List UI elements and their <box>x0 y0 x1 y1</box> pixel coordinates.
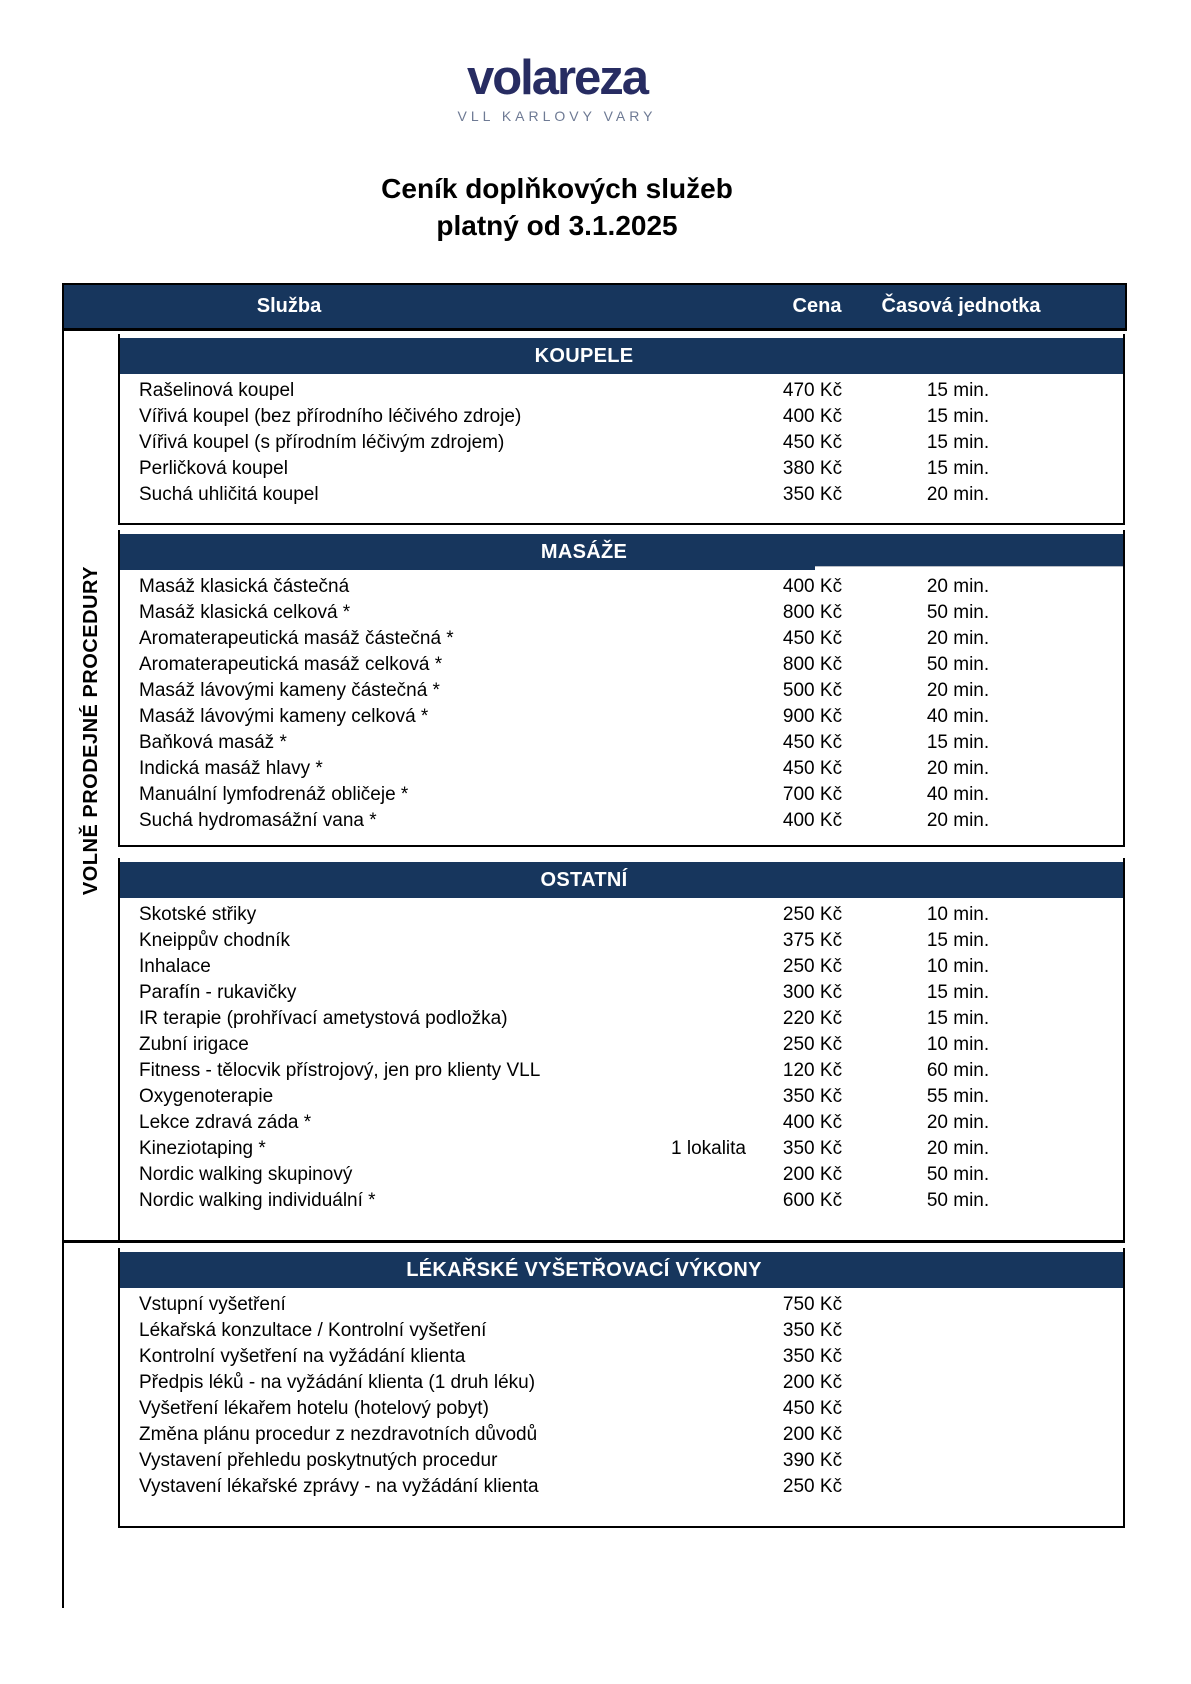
service-name: IR terapie (prohřívací ametystová podložka) <box>139 1008 508 1029</box>
service-price: 250 Kč <box>782 904 843 925</box>
service-price: 380 Kč <box>782 458 843 479</box>
service-name: Fitness - tělocvik přístrojový, jen pro klienty VLL <box>139 1060 541 1081</box>
table-row <box>120 1136 1123 1162</box>
table-row <box>120 404 1123 430</box>
service-price: 450 Kč <box>782 432 843 453</box>
side-empty-cell <box>62 1243 118 1608</box>
section-rows <box>120 1292 1123 1500</box>
service-price: 450 Kč <box>782 758 843 779</box>
table-row <box>120 600 1123 626</box>
service-name: Oxygenoterapie <box>139 1086 274 1107</box>
row-spacer <box>1037 1162 1123 1188</box>
service-time: 15 min. <box>926 1008 990 1029</box>
service-note <box>658 678 746 704</box>
row-spacer <box>1037 928 1123 954</box>
service-time <box>879 1474 1037 1500</box>
service-time: 40 min. <box>926 784 990 805</box>
service-name: Aromaterapeutická masáž částečná * <box>139 628 454 649</box>
service-note <box>658 574 746 600</box>
row-spacer <box>1037 456 1123 482</box>
table-row <box>120 1006 1123 1032</box>
service-time <box>879 1370 1037 1396</box>
row-spacer <box>1037 600 1123 626</box>
service-name: Suchá hydromasážní vana * <box>139 810 377 831</box>
row-spacer <box>1037 1448 1123 1474</box>
row-spacer <box>1037 902 1123 928</box>
service-name: Kineziotaping * <box>139 1138 266 1159</box>
service-name: Kneippův chodník <box>139 930 291 951</box>
service-note <box>658 704 746 730</box>
service-price: 450 Kč <box>782 628 843 649</box>
service-price: 350 Kč <box>782 1346 843 1367</box>
print-artifact-notch <box>815 566 1123 570</box>
table-row <box>120 808 1123 834</box>
service-price: 450 Kč <box>782 732 843 753</box>
service-note <box>658 1058 746 1084</box>
service-name: Manuální lymfodrenáž obličeje * <box>139 784 409 805</box>
row-spacer <box>1037 1318 1123 1344</box>
service-note: 1 lokalita <box>671 1138 746 1159</box>
service-name: Vyšetření lékařem hotelu (hotelový pobyt) <box>139 1398 489 1419</box>
table-row <box>120 730 1123 756</box>
document-title <box>0 170 1114 244</box>
service-name: Změna plánu procedur z nezdravotních důvodů <box>139 1424 538 1445</box>
service-note <box>658 1474 746 1500</box>
section-title-bar: LÉKAŘSKÉ VYŠETŘOVACÍ VÝKONY <box>120 1252 1123 1288</box>
table-row <box>120 652 1123 678</box>
service-name: Vystavení lékařské zprávy - na vyžádání klienta <box>139 1476 539 1497</box>
header-price: Cena <box>792 295 842 317</box>
service-name: Vířivá koupel (bez přírodního léčivého zdroje) <box>139 406 522 427</box>
service-time: 40 min. <box>926 706 990 727</box>
service-price: 400 Kč <box>782 406 843 427</box>
service-note <box>658 1006 746 1032</box>
row-spacer <box>1037 1136 1123 1162</box>
service-name: Vířivá koupel (s přírodním léčivým zdrojem) <box>139 432 505 453</box>
service-note <box>658 1396 746 1422</box>
row-spacer <box>1037 1110 1123 1136</box>
service-time: 15 min. <box>926 930 990 951</box>
service-price: 470 Kč <box>782 380 843 401</box>
logo <box>0 52 1114 124</box>
service-time: 20 min. <box>926 1112 990 1133</box>
table-row <box>120 1396 1123 1422</box>
service-note <box>658 1422 746 1448</box>
service-price: 250 Kč <box>782 1476 843 1497</box>
service-name: Suchá uhličitá koupel <box>139 484 319 505</box>
row-spacer <box>1037 756 1123 782</box>
row-spacer <box>1037 1032 1123 1058</box>
table-row <box>120 430 1123 456</box>
row-spacer <box>1037 730 1123 756</box>
service-name: Perličková koupel <box>139 458 288 479</box>
service-time: 60 min. <box>926 1060 990 1081</box>
table-row <box>120 1474 1123 1500</box>
table-row <box>120 1344 1123 1370</box>
service-time: 20 min. <box>926 680 990 701</box>
table-row <box>120 1058 1123 1084</box>
service-time: 10 min. <box>926 956 990 977</box>
table-row <box>120 1188 1123 1214</box>
service-price: 600 Kč <box>782 1190 843 1211</box>
price-table <box>62 283 1127 1608</box>
service-note <box>658 1162 746 1188</box>
service-note <box>658 1188 746 1214</box>
table-row <box>120 902 1123 928</box>
service-time: 55 min. <box>926 1086 990 1107</box>
service-time: 20 min. <box>926 758 990 779</box>
service-name: Lékařská konzultace / Kontrolní vyšetření <box>139 1320 487 1341</box>
section-koupele <box>118 334 1125 525</box>
service-note <box>658 600 746 626</box>
service-time: 15 min. <box>926 406 990 427</box>
service-time: 15 min. <box>926 732 990 753</box>
service-price: 120 Kč <box>782 1060 843 1081</box>
service-price: 800 Kč <box>782 602 843 623</box>
service-name: Zubní irigace <box>139 1034 249 1055</box>
service-note <box>658 430 746 456</box>
row-spacer <box>1037 808 1123 834</box>
logo-brand-text: volareza <box>466 51 648 105</box>
row-spacer <box>1037 954 1123 980</box>
service-time: 50 min. <box>926 1164 990 1185</box>
row-spacer <box>1037 782 1123 808</box>
row-spacer <box>1037 678 1123 704</box>
service-time <box>879 1422 1037 1448</box>
service-note <box>658 730 746 756</box>
service-name: Nordic walking skupinový <box>139 1164 353 1185</box>
section-rows <box>120 574 1123 834</box>
service-name: Nordic walking individuální * <box>139 1190 376 1211</box>
service-time: 50 min. <box>926 602 990 623</box>
table-row <box>120 1032 1123 1058</box>
service-name: Rašelinová koupel <box>139 380 295 401</box>
service-note <box>658 782 746 808</box>
service-name: Masáž klasická celková * <box>139 602 351 623</box>
service-price: 400 Kč <box>782 576 843 597</box>
service-name: Masáž lávovými kameny celková * <box>139 706 429 727</box>
service-note <box>658 482 746 508</box>
section-title-bar: OSTATNÍ <box>120 862 1123 898</box>
table-row <box>120 1162 1123 1188</box>
document-title-line1: Ceník doplňkových služeb <box>381 173 733 204</box>
header-time: Časová jednotka <box>881 295 1041 317</box>
service-name: Vstupní vyšetření <box>139 1294 286 1315</box>
service-time: 20 min. <box>926 484 990 505</box>
service-note <box>658 1084 746 1110</box>
row-spacer <box>1037 1396 1123 1422</box>
row-spacer <box>1037 626 1123 652</box>
row-spacer <box>1037 482 1123 508</box>
service-price: 500 Kč <box>782 680 843 701</box>
service-time: 15 min. <box>926 982 990 1003</box>
service-price: 350 Kč <box>782 1320 843 1341</box>
service-time: 20 min. <box>926 628 990 649</box>
service-price: 350 Kč <box>782 484 843 505</box>
row-spacer <box>1037 378 1123 404</box>
row-spacer <box>1037 1006 1123 1032</box>
service-note <box>658 626 746 652</box>
service-name: Masáž klasická částečná <box>139 576 350 597</box>
side-category-cell <box>62 331 118 1243</box>
service-price: 375 Kč <box>782 930 843 951</box>
row-spacer <box>1037 652 1123 678</box>
section-rows <box>120 902 1123 1214</box>
service-note <box>658 902 746 928</box>
service-price: 400 Kč <box>782 810 843 831</box>
service-price: 800 Kč <box>782 654 843 675</box>
service-note <box>658 928 746 954</box>
section-title-bar: MASÁŽE <box>120 534 1123 570</box>
logo-subtitle: VLL KARLOVY VARY <box>457 108 657 124</box>
service-note <box>658 1292 746 1318</box>
service-name: Předpis léků - na vyžádání klienta (1 druh léku) <box>139 1372 536 1393</box>
row-spacer <box>1037 1422 1123 1448</box>
service-price: 350 Kč <box>782 1138 843 1159</box>
service-note <box>658 980 746 1006</box>
service-time <box>879 1344 1037 1370</box>
row-spacer <box>1037 1370 1123 1396</box>
row-spacer <box>1037 1084 1123 1110</box>
service-time: 20 min. <box>926 1138 990 1159</box>
service-time: 15 min. <box>926 380 990 401</box>
service-price: 200 Kč <box>782 1164 843 1185</box>
service-note <box>658 1448 746 1474</box>
section-masaze <box>118 530 1125 847</box>
table-row <box>120 954 1123 980</box>
service-note <box>658 1110 746 1136</box>
service-time <box>879 1396 1037 1422</box>
service-time: 10 min. <box>926 1034 990 1055</box>
row-spacer <box>1037 980 1123 1006</box>
service-note <box>658 808 746 834</box>
service-price: 220 Kč <box>782 1008 843 1029</box>
service-price: 390 Kč <box>782 1450 843 1471</box>
section-title-bar: KOUPELE <box>120 338 1123 374</box>
section-ostatni <box>118 858 1125 1243</box>
table-row <box>120 1110 1123 1136</box>
service-time: 10 min. <box>926 904 990 925</box>
service-name: Vystavení přehledu poskytnutých procedur <box>139 1450 498 1471</box>
row-spacer <box>1037 1292 1123 1318</box>
service-note <box>658 1318 746 1344</box>
service-price: 450 Kč <box>782 1398 843 1419</box>
document-title-line2: platný od 3.1.2025 <box>436 210 678 241</box>
service-note <box>658 404 746 430</box>
row-spacer <box>1037 404 1123 430</box>
service-note <box>658 456 746 482</box>
service-price: 400 Kč <box>782 1112 843 1133</box>
service-price: 250 Kč <box>782 1034 843 1055</box>
table-row <box>120 678 1123 704</box>
service-note <box>658 1032 746 1058</box>
section-rows <box>120 378 1123 508</box>
table-row <box>120 704 1123 730</box>
service-name: Skotské střiky <box>139 904 257 925</box>
service-time: 20 min. <box>926 810 990 831</box>
table-row <box>120 482 1123 508</box>
service-time <box>879 1318 1037 1344</box>
service-time <box>879 1292 1037 1318</box>
table-row <box>120 782 1123 808</box>
service-note <box>658 378 746 404</box>
table-row <box>120 626 1123 652</box>
service-price: 750 Kč <box>782 1294 843 1315</box>
row-spacer <box>1037 574 1123 600</box>
row-spacer <box>1037 1474 1123 1500</box>
table-row <box>120 1084 1123 1110</box>
row-spacer <box>1037 1188 1123 1214</box>
service-time: 50 min. <box>926 1190 990 1211</box>
table-row <box>120 1318 1123 1344</box>
service-name: Baňková masáž * <box>139 732 287 753</box>
table-row <box>120 756 1123 782</box>
service-note <box>658 954 746 980</box>
service-price: 900 Kč <box>782 706 843 727</box>
service-time: 15 min. <box>926 432 990 453</box>
service-name: Parafín - rukavičky <box>139 982 297 1003</box>
table-row <box>120 1422 1123 1448</box>
section-lekarske <box>118 1248 1125 1528</box>
service-note <box>658 652 746 678</box>
service-name: Lekce zdravá záda * <box>139 1112 312 1133</box>
table-header-row <box>62 283 1127 331</box>
service-name: Kontrolní vyšetření na vyžádání klienta <box>139 1346 466 1367</box>
row-spacer <box>1037 704 1123 730</box>
table-row <box>120 1292 1123 1318</box>
service-time: 15 min. <box>926 458 990 479</box>
service-name: Indická masáž hlavy * <box>139 758 323 779</box>
header-service: Služba <box>256 295 322 317</box>
table-row <box>120 456 1123 482</box>
service-note <box>658 1344 746 1370</box>
service-price: 200 Kč <box>782 1424 843 1445</box>
table-row <box>120 574 1123 600</box>
row-spacer <box>1037 1344 1123 1370</box>
row-spacer <box>1037 430 1123 456</box>
service-note <box>658 756 746 782</box>
service-time <box>879 1448 1037 1474</box>
service-price: 300 Kč <box>782 982 843 1003</box>
table-row <box>120 1448 1123 1474</box>
table-row <box>120 928 1123 954</box>
service-price: 700 Kč <box>782 784 843 805</box>
side-category-label: VOLNĚ PRODEJNÉ PROCEDURY <box>79 565 102 896</box>
row-spacer <box>1037 1058 1123 1084</box>
service-price: 200 Kč <box>782 1372 843 1393</box>
service-price: 350 Kč <box>782 1086 843 1107</box>
table-row <box>120 1370 1123 1396</box>
service-price: 250 Kč <box>782 956 843 977</box>
service-note <box>658 1370 746 1396</box>
service-time: 50 min. <box>926 654 990 675</box>
table-row <box>120 378 1123 404</box>
service-name: Inhalace <box>139 956 211 977</box>
service-time: 20 min. <box>926 576 990 597</box>
service-name: Aromaterapeutická masáž celková * <box>139 654 443 675</box>
table-row <box>120 980 1123 1006</box>
service-name: Masáž lávovými kameny částečná * <box>139 680 440 701</box>
